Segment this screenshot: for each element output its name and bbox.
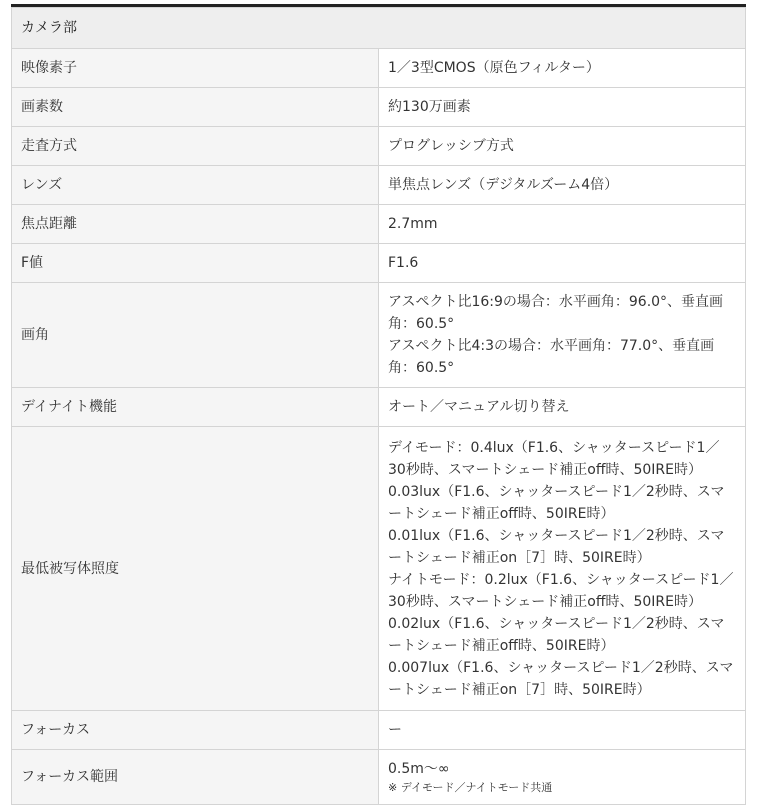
spec-value [379,750,746,805]
spec-label: 画素数 [12,88,379,127]
spec-value-line: 0.01lux（F1.6、シャッタースピード1／2秒時、スマートシェード補正on［7］時、50IRE時） [388,527,725,566]
spec-value-line: ナイトモード：0.2lux（F1.6、シャッタースピード1／30秒時、スマートシェード補正off時、50IRE時） [388,571,734,610]
spec-label: デイナイト機能 [12,388,379,427]
spec-value [379,244,746,283]
spec-row [12,427,746,711]
spec-value-note: ※ デイモード／ナイトモード共通 [388,781,553,794]
spec-label: レンズ [12,166,379,205]
spec-value [379,88,746,127]
spec-value-line: 0.007lux（F1.6、シャッタースピード1／2秒時、スマートシェード補正on［7］時、50IRE時） [388,659,734,698]
spec-row [12,750,746,805]
spec-value [379,49,746,88]
spec-value [379,127,746,166]
spec-value [379,388,746,427]
spec-value [379,205,746,244]
spec-value [379,711,746,750]
spec-label: 走査方式 [12,127,379,166]
spec-value [379,427,746,711]
spec-value-line: F1.6 [388,255,419,271]
spec-row [12,127,746,166]
spec-label: F値 [12,244,379,283]
section-title: カメラ部 [12,8,746,49]
spec-value-line: 1／3型CMOS（原色フィルター） [388,60,600,76]
spec-row [12,166,746,205]
camera-spec-table [11,4,746,805]
spec-value-line: 0.03lux（F1.6、シャッタースピード1／2秒時、スマートシェード補正off時、50IRE時） [388,483,725,522]
spec-label: フォーカス範囲 [12,750,379,805]
spec-row [12,283,746,388]
spec-row [12,49,746,88]
spec-value-line: 0.5m～∞ [388,761,450,777]
spec-label: フォーカス [12,711,379,750]
spec-value-line: 0.02lux（F1.6、シャッタースピード1／2秒時、スマートシェード補正off時、50IRE時） [388,615,725,654]
spec-value-line: ー [388,722,402,738]
spec-label: 最低被写体照度 [12,427,379,711]
spec-table [11,7,746,805]
spec-label: 映像素子 [12,49,379,88]
spec-value-line: 単焦点レンズ（デジタルズーム4倍） [388,177,619,193]
spec-value [379,166,746,205]
spec-rows [12,49,746,805]
spec-label: 焦点距離 [12,205,379,244]
spec-row [12,88,746,127]
spec-value-line: アスペクト比16:9の場合：水平画角：96.0°、垂直画角：60.5° [388,294,724,332]
spec-value-line: アスペクト比4:3の場合：水平画角：77.0°、垂直画角：60.5° [388,338,715,376]
spec-row [12,244,746,283]
spec-value-line: プログレッシブ方式 [388,138,514,154]
spec-value-line: デイモード：0.4lux（F1.6、シャッタースピード1／30秒時、スマートシェード補正off時、50IRE時） [388,439,720,478]
spec-row [12,388,746,427]
spec-row [12,711,746,750]
section-header-row [12,8,746,49]
spec-label: 画角 [12,283,379,388]
spec-value-line: オート／マニュアル切り替え [388,399,570,415]
spec-row [12,205,746,244]
spec-value-line: 約130万画素 [388,99,471,115]
spec-value [379,283,746,388]
spec-value-line: 2.7mm [388,216,438,232]
